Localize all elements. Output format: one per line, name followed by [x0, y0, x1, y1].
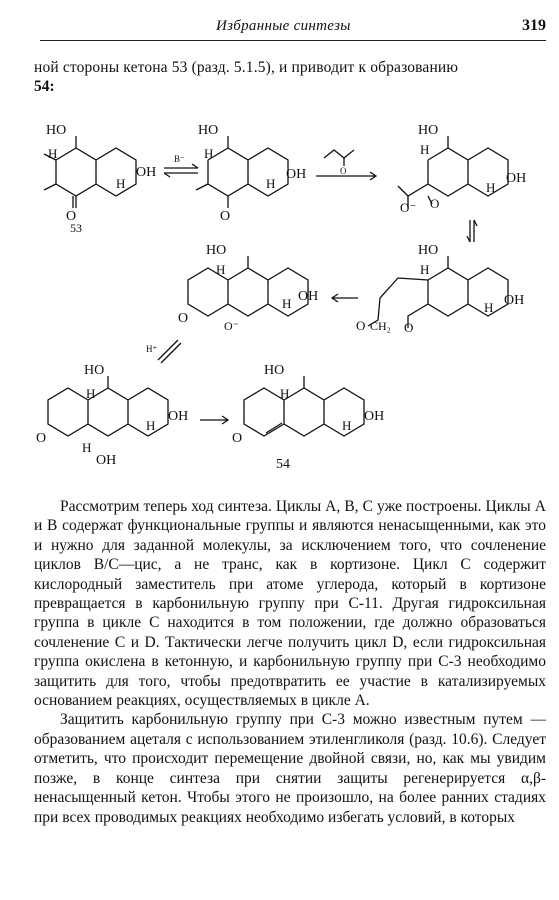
reagent-base: B⁻ — [174, 154, 185, 164]
reagent-acid: H⁺ — [146, 344, 158, 354]
c53-ho: HO — [46, 123, 67, 138]
c53-h1: H — [48, 146, 58, 161]
enolate-oh: OH — [286, 167, 307, 182]
hydroxyketone-o: O — [36, 431, 47, 446]
c53-oh: OH — [136, 165, 157, 180]
c53-h2: H — [116, 176, 126, 191]
tricyclic-ho: HO — [418, 123, 439, 138]
diketone-o2: O — [404, 320, 414, 335]
tricyclic-h2: H — [486, 180, 496, 195]
c54-oh: OH — [364, 409, 385, 424]
paragraph-1: Рассмотрим теперь ход синтеза. Циклы А, В, С уже построены. Циклы А и В содержат функциональные группы и являются ненасыщенными, как это и нужно для заданной молекулы, за исключением того, что сочленение циклов В/С—цис, а не транс, как в кортизоне. Цикл С содержит кислородный заместитель при атоме углерода, который в кортизоне превращается в карбонильную группу при С-11. Другая гидроксильная группа в цикле С находится в том положении, где должно образоваться сочленение С и D. Тактически легче получить цикл D, если гидроксильная группа окислена в кетонную, и карбонильную группу при С-3 необходимо защитить для того, чтобы предотвратить ее участие в катализируемых основанием реакциях, осуществляемых в цикле А. — [34, 498, 546, 710]
enolate-h1: H — [204, 146, 214, 161]
diketone-h2: H — [484, 300, 494, 315]
c54-ho: HO — [264, 363, 285, 378]
aldolate-o1: O — [178, 311, 189, 326]
aldolate-ho: HO — [206, 243, 227, 258]
aldolate-oh: OH — [298, 289, 319, 304]
diketone-oh: OH — [504, 293, 525, 308]
c53-o: O — [66, 209, 77, 224]
c54-o: O — [232, 431, 243, 446]
tricyclic-h1: H — [420, 142, 430, 157]
hydroxyketone-oh2: OH — [96, 453, 117, 468]
enolate-o: O — [220, 209, 231, 224]
hydroxyketone-oh: OH — [168, 409, 189, 424]
page-number: 319 — [522, 17, 546, 34]
compound-53-structure — [44, 136, 136, 208]
c54-h2: H — [342, 418, 352, 433]
diketone-ch2: CH₂ — [370, 319, 391, 333]
mvk-o: O — [340, 166, 347, 176]
diketone-o1: O — [356, 318, 366, 333]
body-text — [34, 497, 546, 827]
aldolate-h1: H — [216, 262, 226, 277]
running-header — [40, 16, 546, 41]
tricyclic-o: O — [430, 196, 440, 211]
enolate-ho: HO — [198, 123, 219, 138]
hydroxyketone-ho: HO — [84, 363, 105, 378]
aldolate-h2: H — [282, 296, 292, 311]
running-title: Избранные синтезы — [216, 18, 351, 34]
compound-53-label: 53 — [70, 221, 82, 235]
reaction-scheme — [28, 108, 548, 488]
enolate-h2: H — [266, 176, 276, 191]
hydroxyketone-h2: H — [146, 418, 156, 433]
intro-line-1: ной стороны кетона 53 (разд. 5.1.5), и приводит к образованию — [34, 59, 459, 76]
compound-54-label: 54 — [276, 457, 290, 472]
diketone-ho: HO — [418, 243, 439, 258]
intro-line-2: 54: — [34, 78, 55, 95]
tricyclic-o-minus: O⁻ — [400, 200, 417, 215]
diketone-h1: H — [420, 262, 430, 277]
c54-h1: H — [280, 386, 290, 401]
diketone-structure — [368, 256, 508, 328]
tricyclic-enolate-structure — [398, 136, 508, 208]
paragraph-2: Защитить карбонильную группу при С-3 можно известным путем — образованием ацеталя с использованием этиленгликоля (разд. 10.6). Следует отметить, что происходит перемещение двойной связи, но, как мы увидим позже, в конце синтеза при снятии защиты регенерируется α,β-ненасыщенный кетон. Чтобы этого не произошло, на более ранних стадиях при всех проводимых реакциях необходимо избегать условий, в которых — [34, 711, 546, 826]
hydroxyketone-h3: H — [82, 440, 92, 455]
aldolate-o-minus: O⁻ — [224, 319, 239, 333]
hydroxyketone-h1: H — [86, 386, 96, 401]
intro-text — [34, 58, 546, 96]
tricyclic-oh: OH — [506, 171, 527, 186]
